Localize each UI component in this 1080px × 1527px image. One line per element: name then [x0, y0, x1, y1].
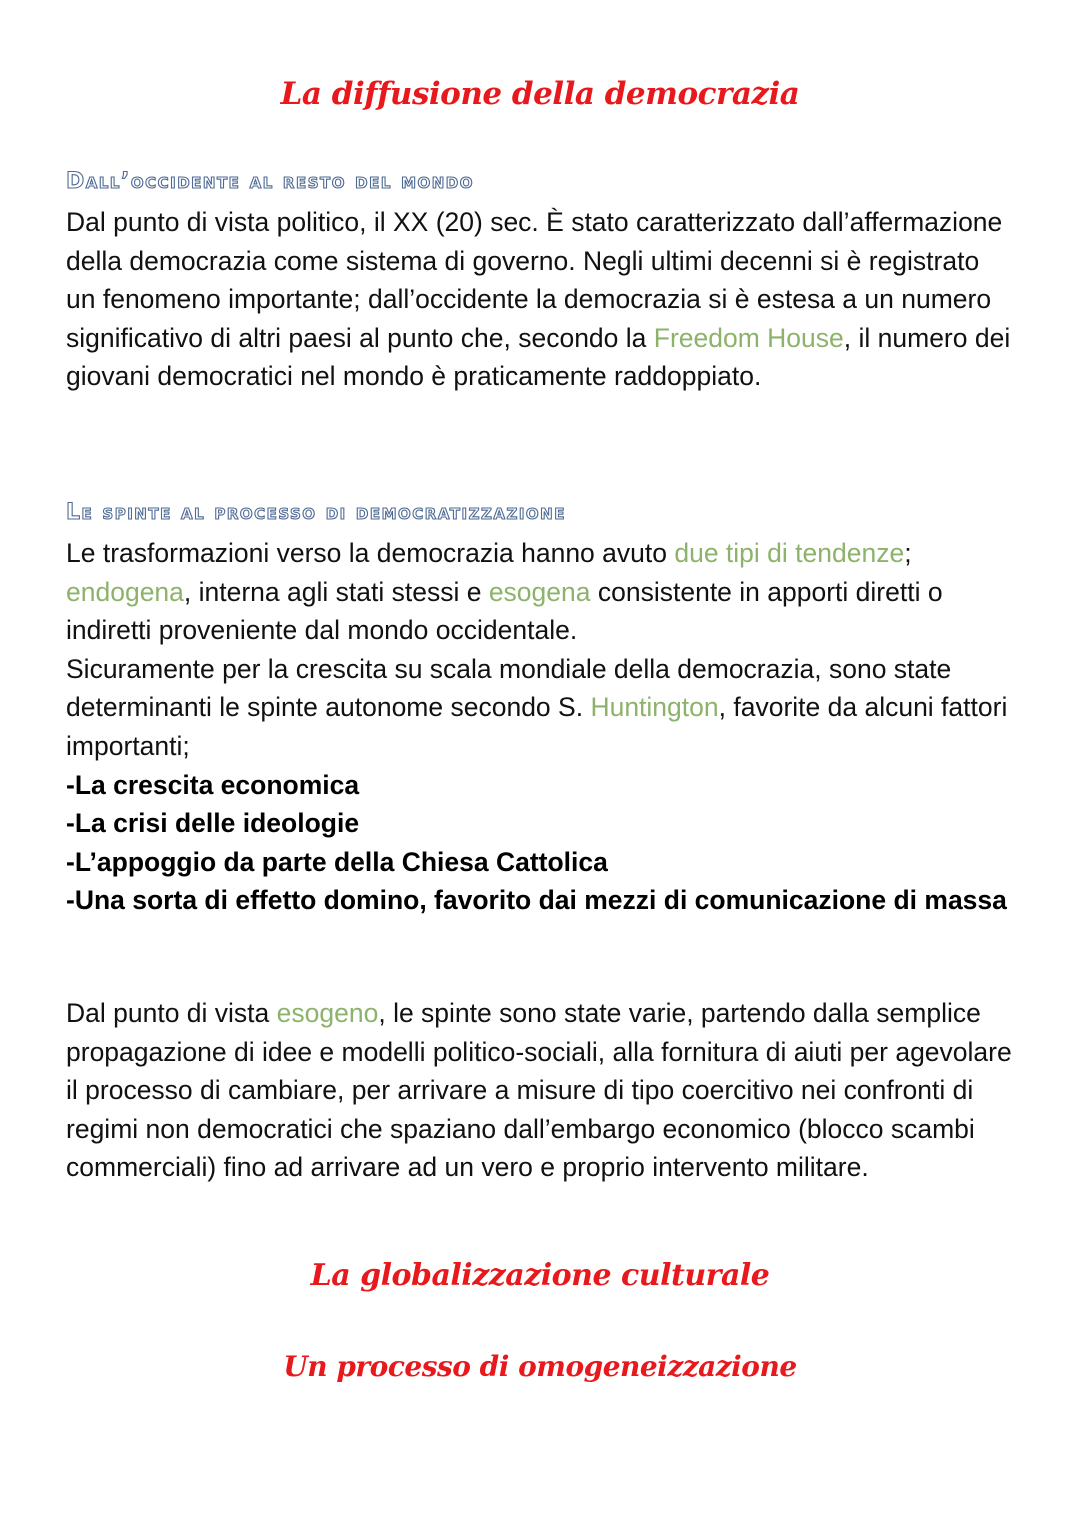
section-heading-occidente: Dall’occidente al resto del mondo — [66, 169, 475, 194]
text-segment: ; — [904, 538, 912, 568]
paragraph-occidente — [66, 203, 1016, 396]
highlight-freedom-house: Freedom House — [653, 322, 844, 353]
second-title: La globalizzazione culturale — [310, 1258, 770, 1293]
factor-item: -L’appoggio da parte della Chiesa Cattolica — [66, 846, 608, 877]
highlight-due-tipi: due tipi di tendenze — [674, 538, 905, 568]
factor-item: -La crisi delle ideologie — [66, 808, 360, 839]
highlight-endogena: endogena — [66, 576, 184, 607]
highlight-esogena: esogena — [488, 576, 591, 607]
factor-item: -La crescita economica — [66, 769, 360, 800]
highlight-huntington: Huntington — [590, 692, 719, 723]
paragraph-esogeno — [66, 994, 1016, 1187]
text-segment: Le trasformazioni verso la democrazia hanno avuto — [66, 538, 675, 568]
paragraph-spinte — [66, 534, 1016, 920]
text-segment: Dal punto di vista — [66, 998, 277, 1028]
highlight-esogeno: esogeno — [276, 998, 379, 1028]
third-title: Un processo di omogeneizzazione — [283, 1350, 797, 1383]
factor-item: -Una sorta di effetto domino, favorito dai mezzi di comunicazione di massa — [66, 885, 1007, 916]
text-segment: Dal punto di vista politico, il XX (20) sec. È stato caratterizzato dall’affermazione della democrazia come sistema di governo. Negli ultimi decenni si è registrato un fenomeno importante; dall’occidente la democrazia si è estesa a un numero significativo di altri paesi al punto che, secondo la — [66, 207, 1003, 353]
text-segment: , interna agli stati stessi e — [183, 576, 489, 607]
text-segment: , il numero dei giovani democratici nel mondo è praticamente raddoppiato. — [66, 322, 1011, 392]
text-segment: Sicuramente per la crescita su scala mondiale della democrazia, sono state determinanti le spinte autonome secondo S. — [66, 653, 952, 723]
text-segment: , favorite da alcuni fattori importanti; — [66, 692, 1008, 761]
main-title: La diffusione della democrazia — [280, 76, 800, 112]
section-heading-spinte: Le spinte al processo di democratizzazione — [66, 500, 566, 525]
text-segment: consistente in apporti diretti o indiretti proveniente dal mondo occidentale. — [66, 576, 943, 646]
text-segment: , le spinte sono state varie, partendo dalla semplice propagazione di idee e modelli politico-sociali, alla fornitura di aiuti per agevolare il processo di cambiare, per arrivare a misure di tipo coercitivo nei confronti di regimi non democratici che spaziano dall’embargo economico (blocco scambi commerciali) fino ad arrivare ad un vero e proprio intervento militare. — [66, 998, 1012, 1183]
